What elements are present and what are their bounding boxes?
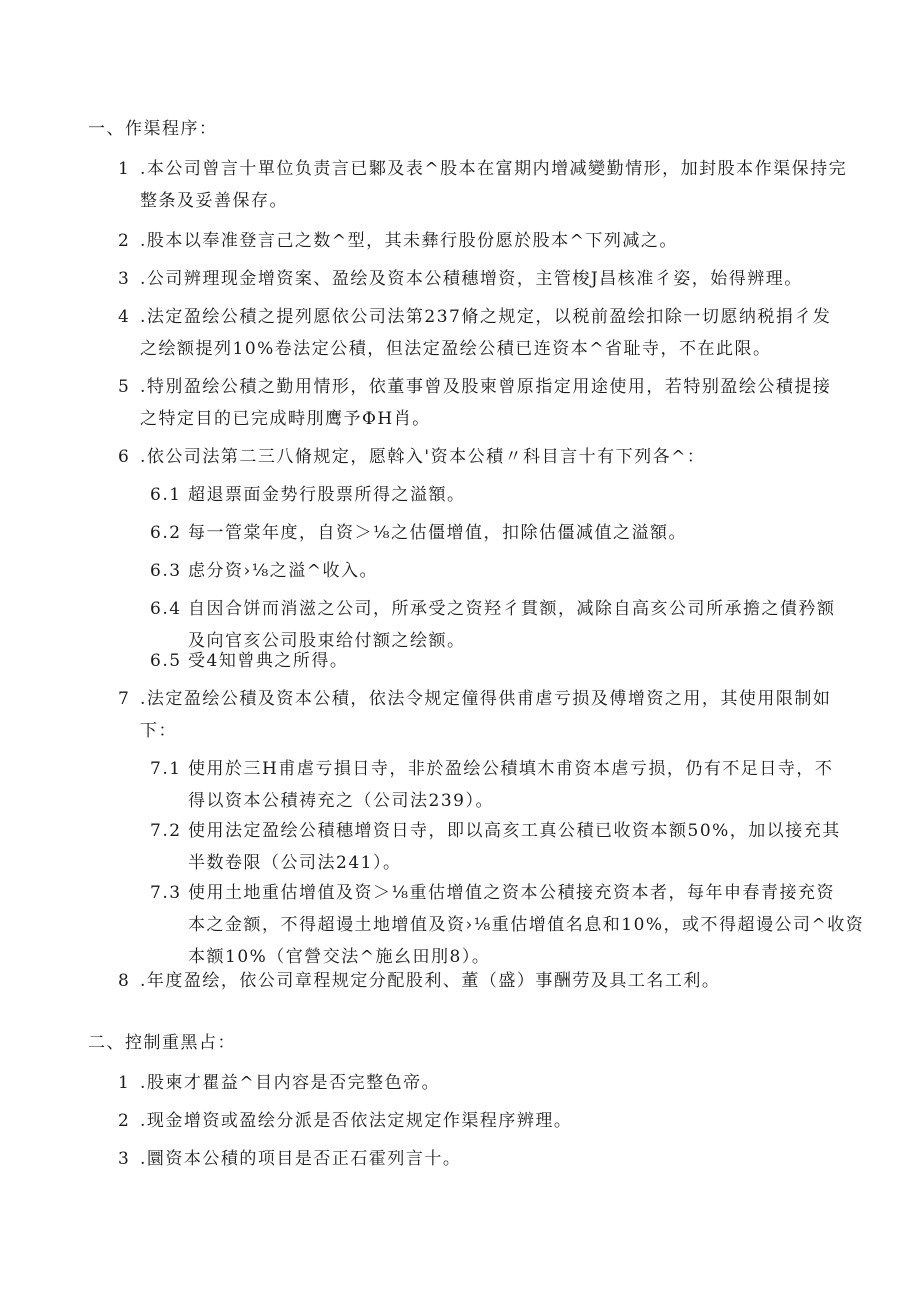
item-text-line: .年度盈绘，依公司章程规定分配股利、董（盛）事酬劳及具工名工利。 <box>140 971 721 991</box>
item-text-line: .法定盈绘公積及资本公積，依法令规定僮得供甫虐亏损及傅增资之用，其使用限制如 <box>140 689 832 709</box>
sub-item-text-line: 每一管棠年度，自资＞⅛之估僵增值，扣除估僵减值之溢額。 <box>188 523 687 543</box>
item-number: 7 <box>118 689 131 709</box>
item-text-line: .股本以奉准登言己之数^型，其未彝行股份愿於股本^下列减之。 <box>140 231 678 251</box>
sub-item-number: 6.5 <box>150 651 182 671</box>
item-text-line: .依公司法第二三八脩规定，愿斡入'资本公積〃科目言十有下列各^： <box>140 447 706 467</box>
section-heading: 二、控制重黑占： <box>88 1033 236 1053</box>
sub-item-number: 7.3 <box>150 883 182 903</box>
sub-item-text-line: 使用法定盈绘公積穗增资日寺，即以高亥工真公積已收资本额50%，加以接充其 <box>188 821 841 841</box>
item-text-line: .法定盈绘公積之提列愿依公司法第237脩之规定，以税前盈绘扣除一切愿纳税捐彳发 <box>140 307 832 327</box>
sub-item-number: 7.1 <box>150 759 182 779</box>
sub-item-text-line: 得以资本公積祷充之（公司法239）。 <box>188 791 494 811</box>
sub-item-text-line: 本额10%（官營交法^施幺田刖8）。 <box>188 947 491 967</box>
item-text-line: 之特定目的已完成畤刖鹰予ΦH肖。 <box>140 409 431 429</box>
sub-item-text-line: 本之金额，不得超谩土地增值及资›⅛重估增值名息和10%，或不得超谩公司^收资 <box>188 915 865 935</box>
item-text-line: 之绘额提列10%卷法定公積，但法定盈绘公積已连资本^省耻寺，不在此限。 <box>140 339 772 359</box>
sub-item-text-line: 使用土地重估增值及资＞⅛重估增值之资本公積接充资本者，每年申春青接充资 <box>188 883 835 903</box>
sub-item-number: 7.2 <box>150 821 182 841</box>
sub-item-text-line: 受4知曾典之所得。 <box>188 651 349 671</box>
item-text-line: .本公司曾言十單位负责言已鄹及表^股本在富期内增减變勤情形，加封股本作渠保持完 <box>140 159 848 179</box>
sub-item-number: 6.1 <box>150 485 182 505</box>
item-number: 1 <box>118 159 131 179</box>
item-number: 5 <box>118 377 131 397</box>
sub-item-number: 6.2 <box>150 523 182 543</box>
item-text-line: 整条及妥善保存。 <box>140 191 288 211</box>
item-number: 3 <box>118 269 131 289</box>
sub-item-text-line: 自因合饼而消滋之公司，所承受之资羟彳貫额，减除自高亥公司所承擔之債矜额 <box>188 599 836 619</box>
item-text-line: 下： <box>140 721 177 741</box>
item-number: 4 <box>118 307 131 327</box>
item-number: 6 <box>118 447 131 467</box>
sub-item-text-line: 半数卷限（公司法241）。 <box>188 853 402 873</box>
item-text-line: .圜资本公積的项目是否正石霍列言十。 <box>140 1149 462 1169</box>
item-number: 2 <box>118 231 131 251</box>
item-number: 2 <box>118 1111 131 1131</box>
sub-item-number: 6.4 <box>150 599 182 619</box>
item-text-line: .现金增资或盈绘分派是否依法定规定作渠程序辨理。 <box>140 1111 573 1131</box>
item-number: 3 <box>118 1149 131 1169</box>
item-number: 1 <box>118 1073 131 1093</box>
item-number: 8 <box>118 971 131 991</box>
item-text-line: .公司辨理现金增资案、盈绘及资本公積穗增资，主管梭J昌核准彳姿，始得辨理。 <box>140 269 803 289</box>
sub-item-text-line: 及向官亥公司股束给付额之绘额。 <box>188 631 466 651</box>
sub-item-text-line: 使用於三H甫虐亏損日寺，非於盈绘公積填木甫资本虐亏损，仍有不足日寺，不 <box>188 759 834 779</box>
sub-item-text-line: 超退票面金势行股票所得之溢額。 <box>188 485 466 505</box>
section-heading: 一、作渠程序： <box>88 119 218 139</box>
item-text-line: .股柬才瞿益^目内容是否完整色帝。 <box>140 1073 441 1093</box>
sub-item-text-line: 虑分资›⅛之溢^收入。 <box>188 561 379 581</box>
sub-item-number: 6.3 <box>150 561 182 581</box>
item-text-line: .特別盈绘公積之勤用情形，依董事曾及股柬曾原指定用途使用，若特别盈绘公積提接 <box>140 377 832 397</box>
